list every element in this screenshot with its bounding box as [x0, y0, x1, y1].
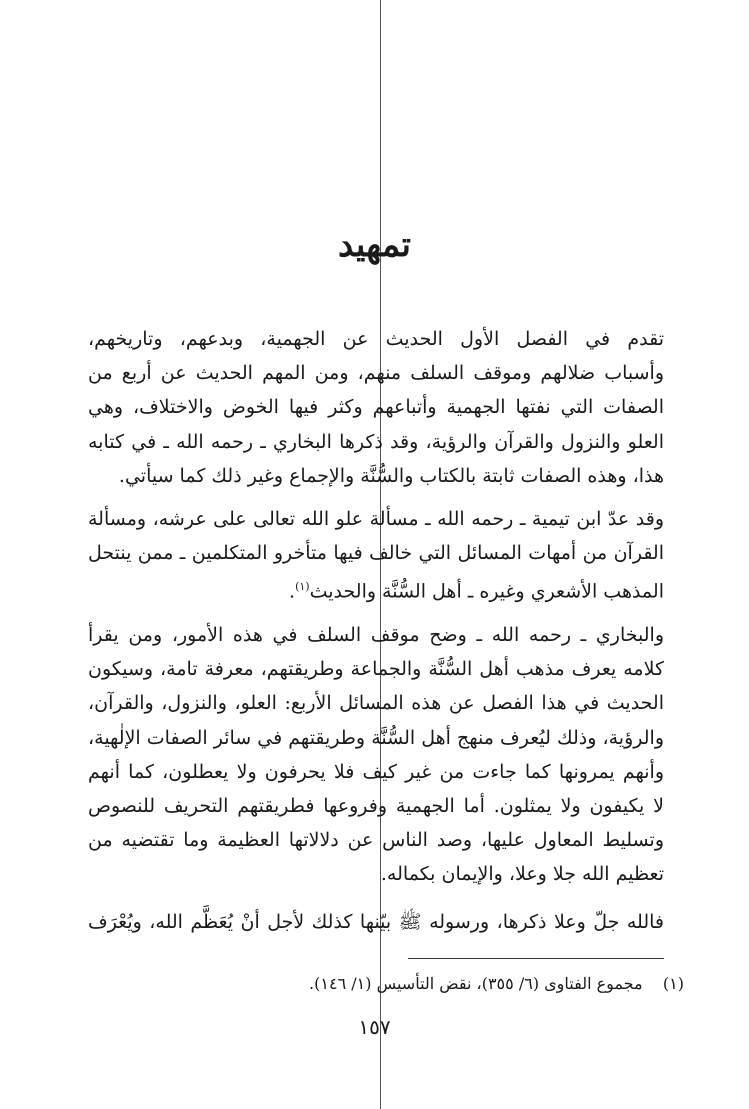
text-line: تعظيم الله جلا وعلا، والإيمان بكماله.: [380, 863, 664, 886]
paragraph-1: [88, 322, 664, 493]
text-line: والبخاري ـ رحمه الله ـ وضح موقف السلف في هذه الأمور، ومن يقرأ: [88, 624, 664, 646]
paragraph-4: [88, 905, 664, 939]
text-line: وتسليط المعاول عليها، وصد الناس عن دلالاتها العظيمة وما تقتضيه من: [88, 829, 664, 852]
chapter-title: تمهيد: [338, 225, 411, 265]
text-line: القرآن من أمهات المسائل التي خالف فيها متأخرو المتكلمين ـ ممن ينتحل: [88, 542, 664, 565]
text-line: وقد عدّ ابن تيمية ـ رحمه الله ـ مسألة علو الله تعالى على عرشه، ومسألة: [88, 508, 664, 530]
text-line-content: المذهب الأشعري وغيره ـ أهل السُّنَّة والحديث: [309, 580, 664, 603]
footnote: [88, 972, 684, 996]
text-line: تقدم في الفصل الأول الحديث عن الجهمية، وبدعهم، وتاريخهم،: [88, 328, 664, 350]
footnote-marker: (١): [662, 974, 684, 993]
text-line: لا يكيفون ولا يمثلون. أما الجهمية وفروعها فطريقتهم التحريف للنصوص: [88, 795, 664, 818]
text-line: كلامه يعرف مذهب أهل السُّنَّة والجماعة وطريقتهم، معرفة تامة، وسيكون: [88, 658, 664, 681]
paragraph-3: [88, 618, 664, 892]
text-line: وأنهم يمرونها كما جاءت من غير كيف فلا يحرفون ولا يعطلون، كما أنهم: [88, 760, 664, 783]
footnote-reference[interactable]: (١): [295, 580, 310, 594]
text-line: والرؤية، وذلك ليُعرف منهج أهل السُّنَّة وطريقتهم في سائر الصفات الإلٰهية،: [88, 726, 664, 749]
text-line: فالله جلّ وعلا ذكرها، ورسوله ﷺ بيّنها كذلك لأجل أنْ يُعَظَّم الله، ويُعْرَف: [88, 911, 664, 933]
text-line: الحديث في هذا الفصل عن هذه المسائل الأربع: العلو، والنزول، والقرآن،: [88, 692, 664, 715]
text-line: الصفات التي نفتها الجهمية وأتباعهم وكثر فيها الخوض والاختلاف، وهي: [88, 396, 664, 419]
text-line: العلو والنزول والقرآن والرؤية، وقد ذكرها البخاري ـ رحمه الله ـ في كتابه: [88, 430, 664, 453]
footnote-divider: [408, 958, 664, 959]
page-number: ١٥٧: [358, 1015, 391, 1039]
text-line: المذهب الأشعري وغيره ـ أهل السُّنَّة والحديث$^{(١)}$.: [289, 580, 664, 603]
text-line: هذا، وهذه الصفات ثابتة بالكتاب والسُّنَّة والإجماع وغير ذلك كما سيأتي.: [118, 464, 664, 487]
footnote-text: مجموع الفتاوى (٦/ ٣٥٥)، نقض التأسيس (١/ ١٤٦).: [309, 974, 643, 993]
text-line: وأسباب ضلالهم وموقف السلف منهم، ومن المهم الحديث عن أربع من: [88, 362, 664, 385]
paragraph-2: [88, 502, 664, 609]
